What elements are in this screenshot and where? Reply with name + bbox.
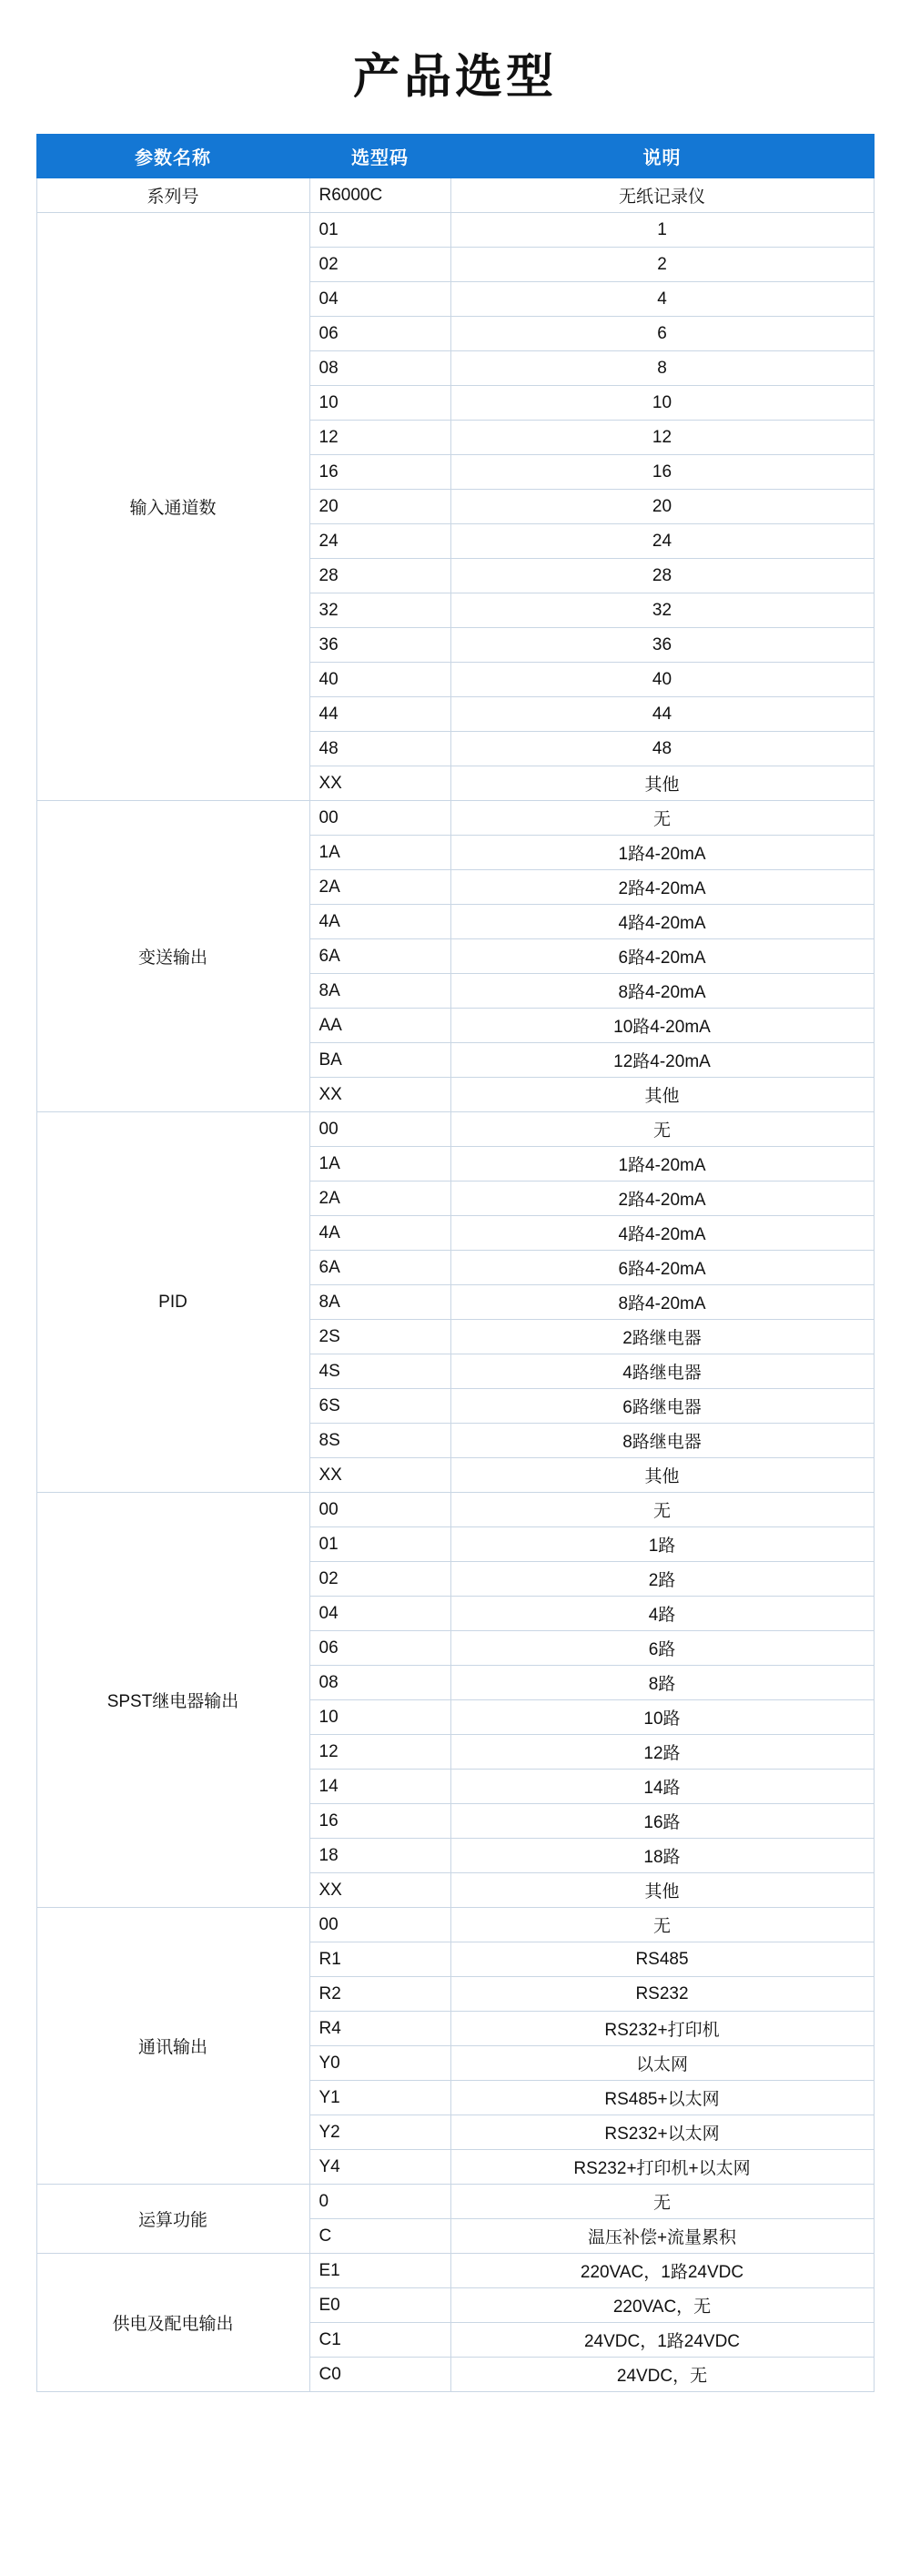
selection-code-cell: 18: [309, 1839, 450, 1873]
description-cell: 36: [450, 628, 874, 663]
selection-code-cell: 10: [309, 1700, 450, 1735]
selection-code-cell: 04: [309, 1597, 450, 1631]
description-cell: 12路4-20mA: [450, 1043, 874, 1078]
selection-code-cell: 14: [309, 1770, 450, 1804]
description-cell: 44: [450, 697, 874, 732]
selection-code-cell: 10: [309, 386, 450, 421]
description-cell: 24: [450, 524, 874, 559]
selection-code-cell: R4: [309, 2012, 450, 2046]
selection-code-cell: 8S: [309, 1424, 450, 1458]
description-cell: 1路: [450, 1527, 874, 1562]
description-cell: 16路: [450, 1804, 874, 1839]
selection-code-cell: BA: [309, 1043, 450, 1078]
description-cell: 220VAC，无: [450, 2288, 874, 2323]
description-cell: 6: [450, 317, 874, 351]
description-cell: 其他: [450, 1078, 874, 1112]
description-cell: 2路4-20mA: [450, 870, 874, 905]
description-cell: 2路: [450, 1562, 874, 1597]
selection-code-cell: 12: [309, 1735, 450, 1770]
selection-table-wrapper: [18, 134, 892, 2429]
description-cell: 1路4-20mA: [450, 836, 874, 870]
table-row: [36, 1908, 874, 1942]
selection-code-cell: 36: [309, 628, 450, 663]
description-cell: RS232+以太网: [450, 2115, 874, 2150]
selection-code-cell: 1A: [309, 836, 450, 870]
selection-code-cell: 32: [309, 593, 450, 628]
description-cell: 40: [450, 663, 874, 697]
description-cell: 无: [450, 801, 874, 836]
description-cell: 20: [450, 490, 874, 524]
selection-code-cell: AA: [309, 1009, 450, 1043]
table-row: [36, 2254, 874, 2288]
description-cell: 2路继电器: [450, 1320, 874, 1354]
param-name-cell: PID: [36, 1112, 309, 1493]
selection-code-cell: Y0: [309, 2046, 450, 2081]
selection-code-cell: 00: [309, 801, 450, 836]
selection-code-cell: XX: [309, 1458, 450, 1493]
selection-code-cell: C0: [309, 2358, 450, 2392]
selection-code-cell: 02: [309, 248, 450, 282]
description-cell: 14路: [450, 1770, 874, 1804]
selection-code-cell: 06: [309, 317, 450, 351]
description-cell: 1路4-20mA: [450, 1147, 874, 1182]
description-cell: 12: [450, 421, 874, 455]
description-cell: 无: [450, 1112, 874, 1147]
selection-code-cell: 00: [309, 1112, 450, 1147]
selection-code-cell: 08: [309, 1666, 450, 1700]
selection-code-cell: 2A: [309, 870, 450, 905]
description-cell: 8路继电器: [450, 1424, 874, 1458]
description-cell: 12路: [450, 1735, 874, 1770]
selection-code-cell: XX: [309, 1078, 450, 1112]
description-cell: 6路: [450, 1631, 874, 1666]
selection-code-cell: 4S: [309, 1354, 450, 1389]
description-cell: 8: [450, 351, 874, 386]
description-cell: 6路4-20mA: [450, 939, 874, 974]
selection-code-cell: 6A: [309, 939, 450, 974]
product-selection-table: [36, 134, 875, 2392]
selection-code-cell: E0: [309, 2288, 450, 2323]
description-cell: 其他: [450, 1873, 874, 1908]
description-cell: RS232: [450, 1977, 874, 2012]
selection-code-cell: 00: [309, 1493, 450, 1527]
selection-code-cell: 6S: [309, 1389, 450, 1424]
description-cell: 4路: [450, 1597, 874, 1631]
selection-code-cell: 04: [309, 282, 450, 317]
description-cell: 4路4-20mA: [450, 1216, 874, 1251]
selection-code-cell: 02: [309, 1562, 450, 1597]
table-row: [36, 801, 874, 836]
selection-code-cell: Y1: [309, 2081, 450, 2115]
selection-code-cell: 40: [309, 663, 450, 697]
selection-code-cell: R6000C: [309, 178, 450, 213]
table-header-row: [36, 135, 874, 178]
table-row: [36, 2185, 874, 2219]
selection-code-cell: XX: [309, 766, 450, 801]
description-cell: 其他: [450, 1458, 874, 1493]
selection-code-cell: 24: [309, 524, 450, 559]
description-cell: 4路4-20mA: [450, 905, 874, 939]
description-cell: RS485+以太网: [450, 2081, 874, 2115]
table-row: [36, 1112, 874, 1147]
selection-code-cell: 2A: [309, 1182, 450, 1216]
table-header: [36, 135, 874, 178]
selection-code-cell: C: [309, 2219, 450, 2254]
selection-code-cell: 28: [309, 559, 450, 593]
description-cell: 无: [450, 1908, 874, 1942]
description-cell: 10路4-20mA: [450, 1009, 874, 1043]
selection-code-cell: 48: [309, 732, 450, 766]
selection-code-cell: 20: [309, 490, 450, 524]
page-title: 产品选型: [352, 51, 557, 104]
selection-code-cell: 6A: [309, 1251, 450, 1285]
description-cell: RS485: [450, 1942, 874, 1977]
selection-code-cell: C1: [309, 2323, 450, 2358]
description-cell: 2: [450, 248, 874, 282]
description-cell: 温压补偿+流量累积: [450, 2219, 874, 2254]
description-cell: 16: [450, 455, 874, 490]
description-cell: RS232+打印机+以太网: [450, 2150, 874, 2185]
selection-code-cell: XX: [309, 1873, 450, 1908]
selection-code-cell: 06: [309, 1631, 450, 1666]
description-cell: 2路4-20mA: [450, 1182, 874, 1216]
selection-code-cell: 08: [309, 351, 450, 386]
description-cell: 以太网: [450, 2046, 874, 2081]
param-name-cell: 系列号: [36, 178, 309, 213]
selection-code-cell: 16: [309, 1804, 450, 1839]
param-name-cell: 供电及配电输出: [36, 2254, 309, 2392]
table-row: [36, 213, 874, 248]
selection-code-cell: E1: [309, 2254, 450, 2288]
selection-code-cell: 00: [309, 1908, 450, 1942]
selection-code-cell: 12: [309, 421, 450, 455]
table-row: [36, 1493, 874, 1527]
selection-code-cell: 1A: [309, 1147, 450, 1182]
description-cell: 220VAC，1路24VDC: [450, 2254, 874, 2288]
description-cell: 8路4-20mA: [450, 1285, 874, 1320]
description-cell: 48: [450, 732, 874, 766]
selection-code-cell: 8A: [309, 1285, 450, 1320]
selection-code-cell: 44: [309, 697, 450, 732]
table-row: [36, 178, 874, 213]
table-body: [36, 178, 874, 2392]
param-name-cell: 通讯输出: [36, 1908, 309, 2185]
selection-code-cell: 01: [309, 213, 450, 248]
description-cell: RS232+打印机: [450, 2012, 874, 2046]
param-name-cell: 输入通道数: [36, 213, 309, 801]
selection-code-cell: Y2: [309, 2115, 450, 2150]
selection-code-cell: 0: [309, 2185, 450, 2219]
description-cell: 10: [450, 386, 874, 421]
description-cell: 无: [450, 2185, 874, 2219]
selection-code-cell: 4A: [309, 1216, 450, 1251]
description-cell: 10路: [450, 1700, 874, 1735]
selection-code-cell: Y4: [309, 2150, 450, 2185]
description-cell: 4路继电器: [450, 1354, 874, 1389]
selection-code-cell: 16: [309, 455, 450, 490]
selection-code-cell: R2: [309, 1977, 450, 2012]
description-cell: 24VDC，1路24VDC: [450, 2323, 874, 2358]
description-cell: 24VDC，无: [450, 2358, 874, 2392]
param-name-cell: 变送输出: [36, 801, 309, 1112]
description-cell: 8路: [450, 1666, 874, 1700]
column-header-param-name: 参数名称: [36, 135, 309, 178]
description-cell: 32: [450, 593, 874, 628]
selection-code-cell: 2S: [309, 1320, 450, 1354]
description-cell: 18路: [450, 1839, 874, 1873]
description-cell: 无: [450, 1493, 874, 1527]
description-cell: 8路4-20mA: [450, 974, 874, 1009]
selection-code-cell: 8A: [309, 974, 450, 1009]
param-name-cell: SPST继电器输出: [36, 1493, 309, 1908]
selection-code-cell: 4A: [309, 905, 450, 939]
selection-code-cell: 01: [309, 1527, 450, 1562]
description-cell: 6路继电器: [450, 1389, 874, 1424]
description-cell: 其他: [450, 766, 874, 801]
column-header-selection-code: 选型码: [309, 135, 450, 178]
description-cell: 28: [450, 559, 874, 593]
description-cell: 无纸记录仪: [450, 178, 874, 213]
description-cell: 6路4-20mA: [450, 1251, 874, 1285]
param-name-cell: 运算功能: [36, 2185, 309, 2254]
column-header-description: 说明: [450, 135, 874, 178]
description-cell: 4: [450, 282, 874, 317]
selection-code-cell: R1: [309, 1942, 450, 1977]
description-cell: 1: [450, 213, 874, 248]
